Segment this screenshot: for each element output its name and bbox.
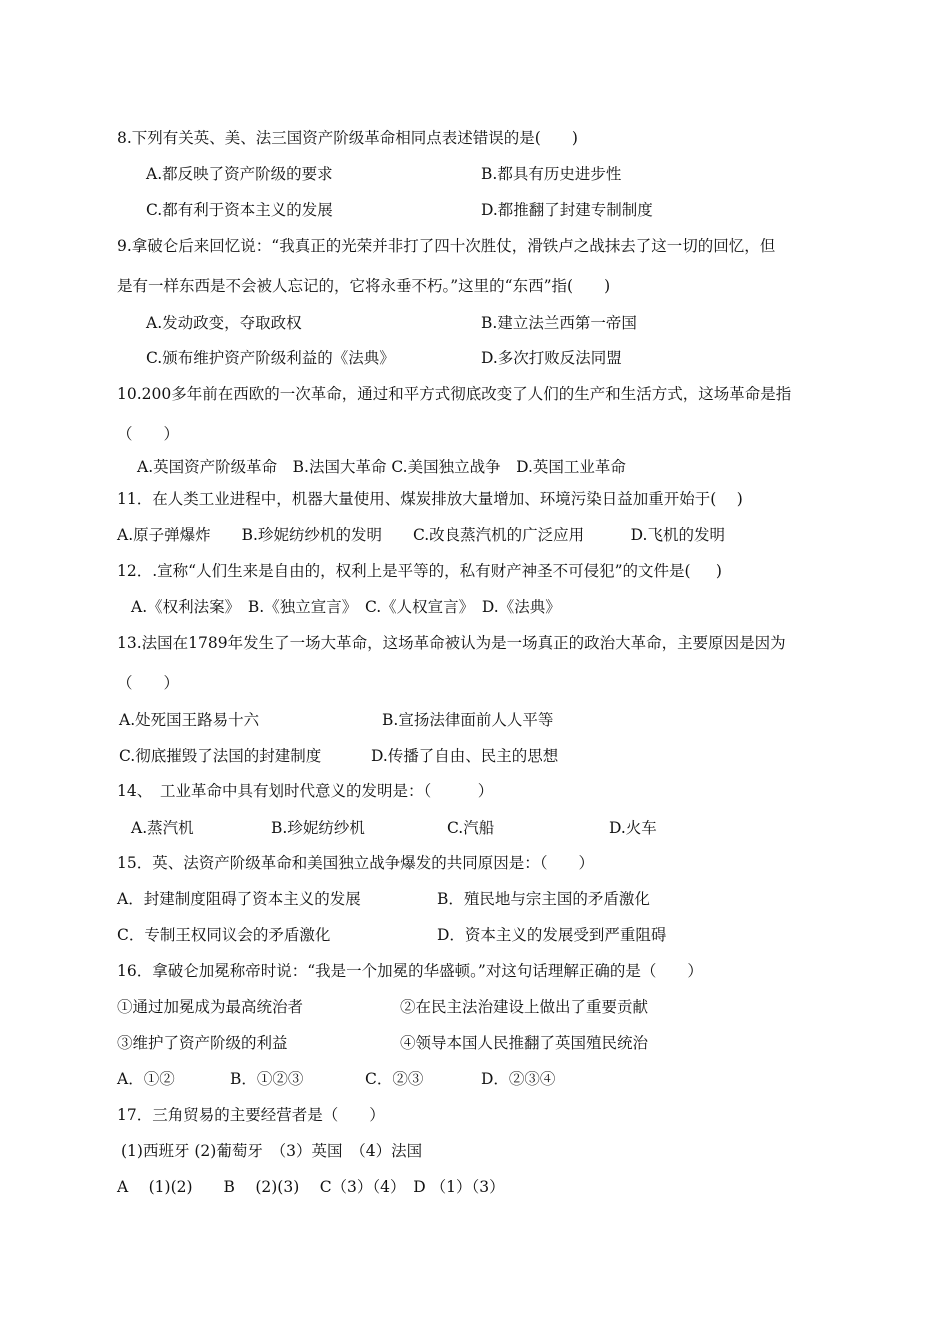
question-16-item-4: ④领导本国人民推翻了英国殖民统治 xyxy=(400,1034,649,1052)
question-14-option-b: B.珍妮纺纱机 xyxy=(271,819,365,837)
question-17-stem: 17．三角贸易的主要经营者是（ ） xyxy=(117,1106,385,1124)
question-8-option-b: B.都具有历史进步性 xyxy=(481,165,622,183)
question-12-stem: 12．.宣称“人们生来是自由的，权利上是平等的，私有财产神圣不可侵犯”的文件是( ) xyxy=(117,562,722,580)
question-15-stem: 15．英、法资产阶级革命和美国独立战争爆发的共同原因是：（ ） xyxy=(117,854,594,872)
question-15-option-c: C．专制王权同议会的矛盾激化 xyxy=(117,926,331,944)
question-16-item-2: ②在民主法治建设上做出了重要贡献 xyxy=(400,998,649,1016)
question-13-option-a: A.处死国王路易十六 xyxy=(119,711,260,729)
question-16-option-c: C．②③ xyxy=(365,1070,424,1088)
question-13-option-c: C.彻底摧毁了法国的封建制度 xyxy=(119,747,322,765)
question-11-stem: 11．在人类工业进程中，机器大量使用、煤炭排放大量增加、环境污染日益加重开始于( ) xyxy=(117,490,743,508)
question-16-option-b: B．①②③ xyxy=(230,1070,304,1088)
question-10-options: A.英国资产阶级革命 B.法国大革命 C.美国独立战争 D.英国工业革命 xyxy=(137,458,626,476)
question-16-item-3: ③维护了资产阶级的利益 xyxy=(117,1034,288,1052)
question-8-option-c: C.都有利于资本主义的发展 xyxy=(146,201,333,219)
question-10-stem-line2: （ ） xyxy=(117,425,180,443)
question-17-items: (1)西班牙 (2)葡萄牙 （3）英国 （4）法国 xyxy=(121,1142,423,1160)
question-9-stem-line1: 9.拿破仑后来回忆说：“我真正的光荣并非打了四十次胜仗，滑铁卢之战抹去了这一切的回忆，但 xyxy=(117,237,776,255)
question-13-stem-line1: 13.法国在1789年发生了一场大革命，这场革命被认为是一场真正的政治大革命，主要原因是因为 xyxy=(117,634,786,652)
question-16-stem: 16．拿破仑加冕称帝时说：“我是一个加冕的华盛顿。”对这句话理解正确的是（ ） xyxy=(117,962,703,980)
question-14-option-a: A.蒸汽机 xyxy=(131,819,194,837)
question-8-stem: 8.下列有关英、美、法三国资产阶级革命相同点表述错误的是( ) xyxy=(117,129,578,147)
question-16-option-a: A．①② xyxy=(117,1070,175,1088)
question-9-option-d: D.多次打败反法同盟 xyxy=(481,349,622,367)
question-10-stem-line1: 10.200多年前在西欧的一次革命，通过和平方式彻底改变了人们的生产和生活方式，这场革命是指 xyxy=(117,385,792,403)
question-13-option-d: D.传播了自由、民主的思想 xyxy=(371,747,559,765)
question-15-option-d: D．资本主义的发展受到严重阻碍 xyxy=(437,926,667,944)
question-13-stem-line2: （ ） xyxy=(117,674,180,692)
question-13-option-b: B.宣扬法律面前人人平等 xyxy=(382,711,554,729)
question-17-options: A (1)(2) B (2)(3) C（3）（4） D （1）（3） xyxy=(117,1178,505,1196)
question-8-option-d: D.都推翻了封建专制制度 xyxy=(481,201,653,219)
question-9-option-a: A.发动政变，夺取政权 xyxy=(146,314,302,332)
question-15-option-b: B．殖民地与宗主国的矛盾激化 xyxy=(437,890,650,908)
question-9-option-b: B.建立法兰西第一帝国 xyxy=(481,314,637,332)
question-15-option-a: A．封建制度阻碍了资本主义的发展 xyxy=(117,890,361,908)
question-11-options: A.原子弹爆炸 B.珍妮纺纱机的发明 C.改良蒸汽机的广泛应用 D.飞机的发明 xyxy=(117,526,725,544)
question-9-option-c: C.颁布维护资产阶级利益的《法典》 xyxy=(146,349,395,367)
question-14-option-d: D.火车 xyxy=(609,819,657,837)
question-12-options: A.《权利法案》 B.《独立宣言》 C.《人权宣言》 D.《法典》 xyxy=(131,598,561,616)
question-14-option-c: C.汽船 xyxy=(447,819,495,837)
question-16-item-1: ①通过加冕成为最高统治者 xyxy=(117,998,304,1016)
question-9-stem-line2: 是有一样东西是不会被人忘记的，它将永垂不朽。”这里的“东西”指( ) xyxy=(117,277,611,295)
question-8-option-a: A.都反映了资产阶级的要求 xyxy=(146,165,333,183)
question-16-option-d: D．②③④ xyxy=(481,1070,556,1088)
question-14-stem: 14、 工业革命中具有划时代意义的发明是：（ ） xyxy=(117,782,494,800)
